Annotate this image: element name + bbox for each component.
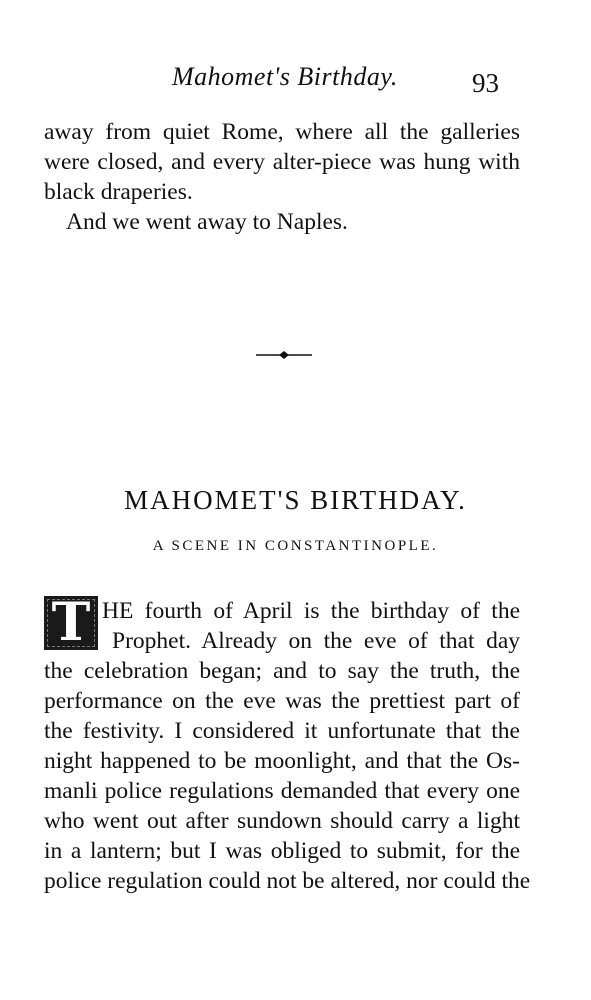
body-line: HE fourth of April is the birthday of the	[102, 598, 520, 624]
body-line: who went out after sundown should carry a light	[44, 808, 520, 834]
body-line: performance on the eve was the prettiest part of	[44, 688, 520, 714]
chapter-subtitle: A SCENE IN CONSTANTINOPLE.	[152, 538, 439, 554]
body-line: night happened to be moonlight, and that the Os-	[44, 748, 520, 774]
body-line: the celebration began; and to say the truth, the	[44, 658, 520, 684]
body-line: were closed, and every alter-piece was hung with	[44, 149, 520, 175]
body-line: black draperies.	[44, 179, 193, 205]
body-line: the festivity. I considered it unfortunate that the	[44, 718, 520, 744]
chapter-title: MAHOMET'S BIRTHDAY.	[124, 485, 467, 515]
body-line: away from quiet Rome, where all the galleries	[44, 119, 520, 145]
drop-cap: T	[44, 596, 98, 650]
body-line: manli police regulations demanded that every one	[44, 778, 520, 804]
body-line: in a lantern; but I was obliged to submit, for the	[44, 838, 520, 864]
running-title: Mahomet's Birthday.	[172, 62, 398, 91]
page-number: 93	[472, 68, 499, 98]
body-line: And we went away to Naples.	[66, 209, 348, 235]
section-divider-ornament	[256, 348, 312, 362]
body-line: police regulation could not be altered, nor could the	[44, 868, 531, 894]
running-head	[0, 62, 591, 102]
body-line: Prophet. Already on the eve of that day	[112, 628, 520, 654]
